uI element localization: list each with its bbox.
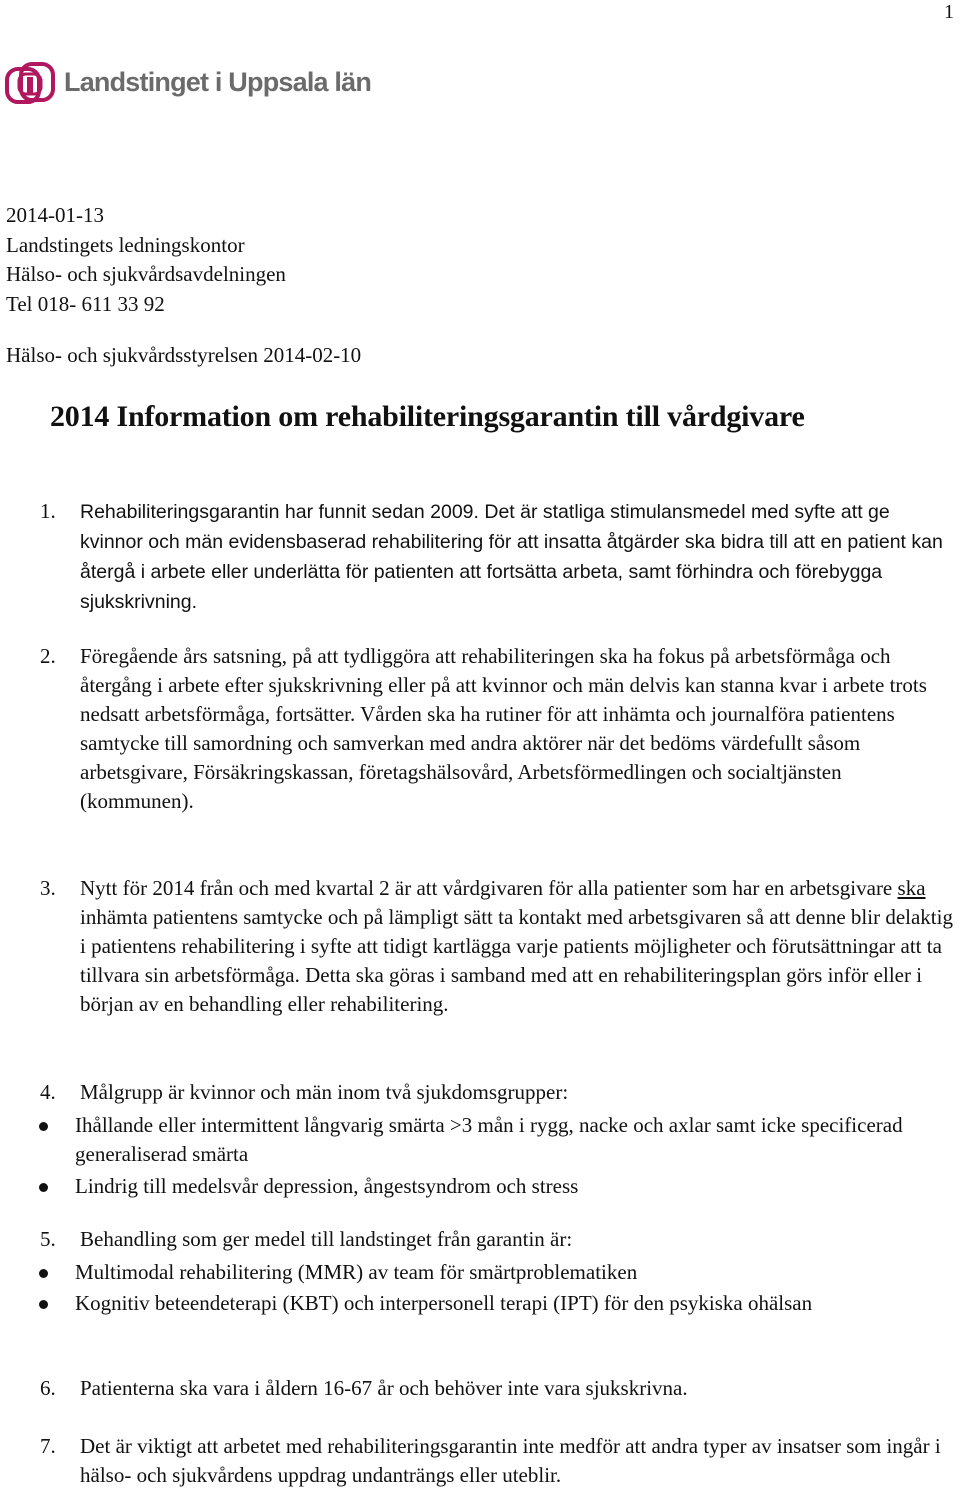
- emphasized-word: ska: [897, 876, 926, 900]
- item-number: 4.: [40, 1080, 56, 1104]
- landstinget-emblem-icon: [5, 60, 55, 108]
- item-number: 3.: [40, 876, 56, 900]
- item-text: [80, 497, 955, 617]
- department-name: Hälso- och sjukvårdsavdelningen: [6, 262, 286, 286]
- office-name: Landstingets ledningskontor: [6, 232, 245, 257]
- list-item: [0, 1078, 955, 1201]
- bullet-text: Multimodal rehabilitering (MMR) av team för smärtproblematiken: [75, 1260, 638, 1284]
- bullet-list: [0, 1111, 955, 1201]
- bullet-icon: [39, 1183, 48, 1192]
- list-item: [0, 1225, 955, 1318]
- list-item: [0, 1432, 955, 1490]
- bullet-icon: [39, 1300, 48, 1309]
- letter-header: [6, 201, 286, 319]
- bullet-text: Ihållande eller intermittent långvarig smärta >3 mån i rygg, nacke och axlar samt icke specificerad generaliserad smärta: [75, 1113, 903, 1166]
- list-item: [0, 1374, 955, 1403]
- item-number: 1.: [40, 499, 56, 523]
- bullet-text: Lindrig till medelsvår depression, ångestsyndrom och stress: [75, 1174, 579, 1198]
- item-text: Målgrupp är kvinnor och män inom två sjukdomsgrupper:: [80, 1080, 569, 1104]
- bullet-text: Kognitiv beteendeterapi (KBT) och interpersonell terapi (IPT) för den psykiska ohälsan: [75, 1291, 813, 1315]
- bullet-item: [0, 1289, 955, 1318]
- item-number: 5.: [40, 1227, 56, 1251]
- item-text: Föregående års satsning, på att tydliggöra att rehabiliteringen ska ha fokus på arbetsförmåga och återgång i arbete efter sjukskrivning eller på att kvinnor och män delvis kan stanna kvar i arbete trots nedsatt arbetsförmåga, fortsätter. Vården ska ha rutiner för att inhämta och journalföra patientens samtycke till samordning och samverkan med andra aktörer när det bedöms värdefullt såsom arbetsgivare, Försäkringskassan, företagshälsovård, Arbetsförmedlingen och socialtjänsten (kommunen).: [80, 644, 927, 813]
- item-number: 2.: [40, 644, 56, 668]
- bullet-item: [0, 1172, 955, 1201]
- bullet-item: [0, 1111, 955, 1169]
- item-text-part: Nytt för 2014 från och med kvartal 2 är att vårdgivaren för alla patienter som har en arbetsgivare: [80, 876, 898, 900]
- item-text: [80, 874, 955, 1019]
- item-number: 6.: [40, 1376, 56, 1400]
- list-item: [0, 497, 955, 617]
- board-and-date: Hälso- och sjukvårdsstyrelsen 2014-02-10: [6, 343, 362, 367]
- item-lead-text: Rehabiliteringsgarantin har funnit sedan 2009.: [80, 501, 479, 523]
- item-body-text: Det är statliga stimulansmedel med syfte att ge kvinnor och män evidensbaserad rehabilitering för att insatta åtgärder ska bidra till att en patient kan återgå i arbete eller underlätta för patienten att fortsätta arbeta, samt förhindra och förebygga sjukskrivning.: [80, 501, 943, 613]
- phone-number: Tel 018- 611 33 92: [6, 291, 165, 316]
- organization-logo: [5, 60, 371, 108]
- list-item: [0, 874, 955, 1019]
- bullet-icon: [39, 1269, 48, 1278]
- bullet-list: [0, 1258, 955, 1318]
- logo-wordmark: Landstinget i Uppsala län: [64, 66, 372, 97]
- page-number: 1: [944, 1, 954, 23]
- item-number: 7.: [40, 1434, 56, 1458]
- item-text: Patienterna ska vara i åldern 16-67 år och behöver inte vara sjukskrivna.: [80, 1376, 688, 1400]
- item-text: Det är viktigt att arbetet med rehabiliteringsgarantin inte medför att andra typer av insatser som ingår i hälso- och sjukvårdens uppdrag undanträngs eller uteblir.: [80, 1434, 941, 1487]
- list-item: [0, 642, 955, 816]
- bullet-item: [0, 1258, 955, 1287]
- document-title: 2014 Information om rehabiliteringsgarantin till vårdgivare: [50, 400, 805, 433]
- bullet-icon: [39, 1122, 48, 1131]
- document-date: 2014-01-13: [6, 203, 104, 227]
- item-text-part: inhämta patientens samtycke och på lämpligt sätt ta kontakt med arbetsgivaren så att denne blir delaktig i patientens rehabilitering i syfte att tidigt kartlägga varje patients möjligheter och förutsättningar att ta tillvara sin arbetsförmåga. Detta ska göras i samband med att en rehabiliteringsplan görs inför eller i början av en behandling eller rehabilitering.: [80, 905, 953, 1016]
- item-text: Behandling som ger medel till landstinget från garantin är:: [80, 1227, 573, 1251]
